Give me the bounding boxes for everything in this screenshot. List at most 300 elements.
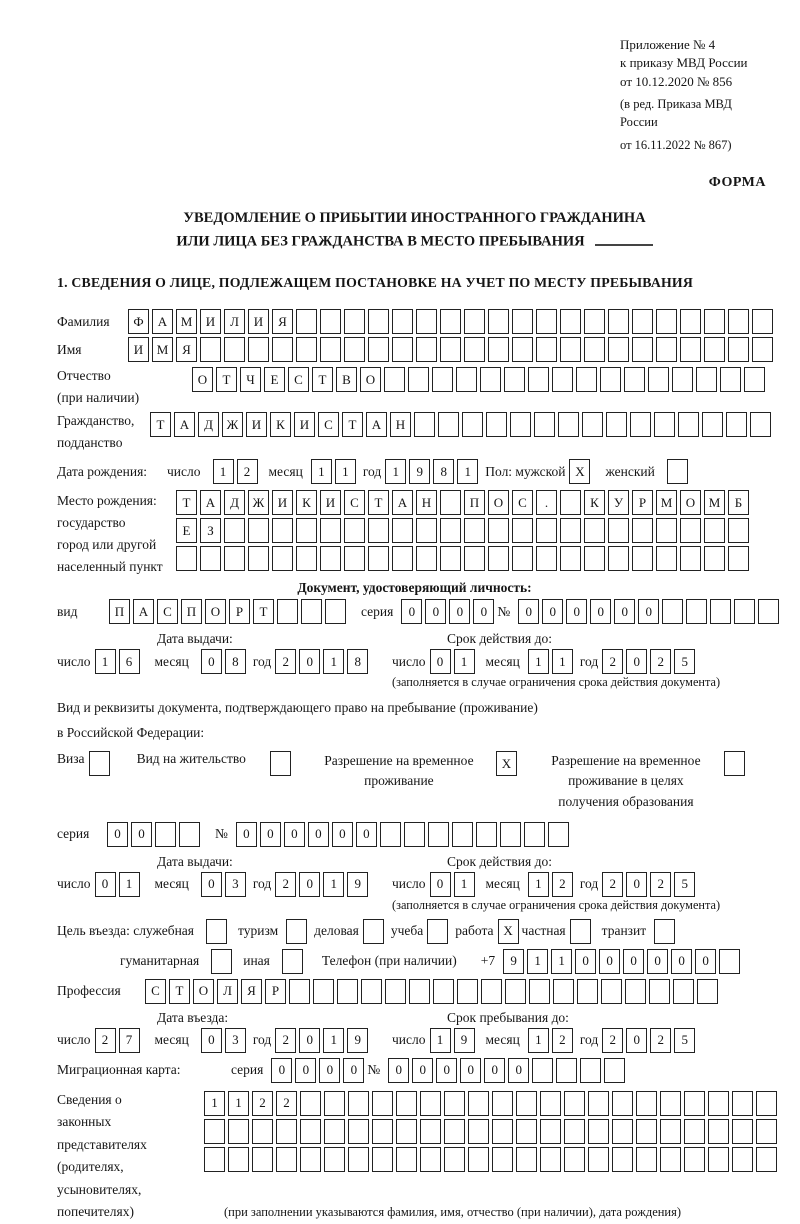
char-cell[interactable] <box>560 518 581 543</box>
char-cell[interactable]: 1 <box>95 649 116 674</box>
char-cell[interactable] <box>420 1091 441 1116</box>
char-cell[interactable] <box>372 1147 393 1172</box>
char-cell[interactable]: 2 <box>602 872 623 897</box>
char-cell[interactable] <box>344 518 365 543</box>
char-cell[interactable] <box>756 1119 777 1144</box>
char-cell[interactable] <box>396 1119 417 1144</box>
char-cell[interactable] <box>320 309 341 334</box>
char-cell[interactable]: Я <box>241 979 262 1004</box>
char-cell[interactable] <box>510 412 531 437</box>
char-cell[interactable] <box>457 979 478 1004</box>
char-cell[interactable] <box>176 546 197 571</box>
char-cell[interactable] <box>324 1147 345 1172</box>
char-cell[interactable]: 5 <box>674 649 695 674</box>
char-cell[interactable] <box>608 546 629 571</box>
char-cell[interactable]: С <box>288 367 309 392</box>
char-cell[interactable] <box>649 979 670 1004</box>
char-cell[interactable] <box>276 1119 297 1144</box>
char-cell[interactable]: X <box>498 919 519 944</box>
char-cell[interactable] <box>756 1147 777 1172</box>
char-cell[interactable]: К <box>270 412 291 437</box>
char-cell[interactable] <box>272 337 293 362</box>
char-cell[interactable]: Д <box>198 412 219 437</box>
char-cell[interactable] <box>625 979 646 1004</box>
char-cell[interactable] <box>601 979 622 1004</box>
char-cell[interactable] <box>368 546 389 571</box>
char-cell[interactable] <box>440 337 461 362</box>
char-cell[interactable] <box>697 979 718 1004</box>
char-cell[interactable]: 0 <box>542 599 563 624</box>
char-cell[interactable] <box>444 1091 465 1116</box>
char-cell[interactable]: 3 <box>225 1028 246 1053</box>
char-cell[interactable] <box>604 1058 625 1083</box>
char-cell[interactable]: П <box>109 599 130 624</box>
char-cell[interactable] <box>248 546 269 571</box>
char-cell[interactable]: 1 <box>430 1028 451 1053</box>
char-cell[interactable] <box>750 412 771 437</box>
char-cell[interactable] <box>524 822 545 847</box>
char-cell[interactable] <box>719 949 740 974</box>
char-cell[interactable]: П <box>464 490 485 515</box>
char-cell[interactable]: А <box>133 599 154 624</box>
char-cell[interactable]: 0 <box>95 872 116 897</box>
char-cell[interactable]: Я <box>272 309 293 334</box>
char-cell[interactable] <box>606 412 627 437</box>
char-cell[interactable]: Т <box>150 412 171 437</box>
char-cell[interactable]: И <box>246 412 267 437</box>
char-cell[interactable] <box>252 1119 273 1144</box>
char-cell[interactable]: Т <box>342 412 363 437</box>
char-cell[interactable] <box>337 979 358 1004</box>
char-cell[interactable] <box>272 518 293 543</box>
char-cell[interactable] <box>584 518 605 543</box>
char-cell[interactable] <box>468 1147 489 1172</box>
char-cell[interactable] <box>540 1147 561 1172</box>
char-cell[interactable]: А <box>174 412 195 437</box>
char-cell[interactable] <box>564 1147 585 1172</box>
char-cell[interactable] <box>672 367 693 392</box>
char-cell[interactable] <box>416 518 437 543</box>
char-cell[interactable] <box>392 309 413 334</box>
char-cell[interactable] <box>528 367 549 392</box>
char-cell[interactable] <box>632 337 653 362</box>
char-cell[interactable] <box>248 518 269 543</box>
char-cell[interactable] <box>656 309 677 334</box>
char-cell[interactable] <box>372 1119 393 1144</box>
char-cell[interactable]: Б <box>728 490 749 515</box>
char-cell[interactable] <box>564 1119 585 1144</box>
char-cell[interactable] <box>710 599 731 624</box>
char-cell[interactable]: С <box>512 490 533 515</box>
char-cell[interactable] <box>420 1147 441 1172</box>
char-cell[interactable] <box>414 412 435 437</box>
char-cell[interactable] <box>726 412 747 437</box>
char-cell[interactable]: Т <box>176 490 197 515</box>
char-cell[interactable] <box>612 1119 633 1144</box>
char-cell[interactable] <box>505 979 526 1004</box>
char-cell[interactable]: И <box>320 490 341 515</box>
char-cell[interactable] <box>570 919 591 944</box>
char-cell[interactable]: 0 <box>201 649 222 674</box>
char-cell[interactable]: 2 <box>252 1091 273 1116</box>
char-cell[interactable] <box>432 367 453 392</box>
char-cell[interactable] <box>536 546 557 571</box>
char-cell[interactable] <box>656 337 677 362</box>
char-cell[interactable] <box>155 822 176 847</box>
char-cell[interactable]: 0 <box>332 822 353 847</box>
char-cell[interactable] <box>89 751 110 776</box>
char-cell[interactable]: 0 <box>599 949 620 974</box>
char-cell[interactable]: А <box>152 309 173 334</box>
char-cell[interactable] <box>624 367 645 392</box>
char-cell[interactable]: 2 <box>602 1028 623 1053</box>
char-cell[interactable] <box>433 979 454 1004</box>
char-cell[interactable] <box>464 309 485 334</box>
char-cell[interactable] <box>608 337 629 362</box>
char-cell[interactable]: С <box>318 412 339 437</box>
char-cell[interactable] <box>600 367 621 392</box>
char-cell[interactable] <box>536 337 557 362</box>
char-cell[interactable]: 0 <box>295 1058 316 1083</box>
char-cell[interactable] <box>684 1119 705 1144</box>
char-cell[interactable]: 1 <box>454 649 475 674</box>
char-cell[interactable]: 1 <box>552 649 573 674</box>
char-cell[interactable] <box>686 599 707 624</box>
char-cell[interactable]: 0 <box>626 1028 647 1053</box>
char-cell[interactable]: 0 <box>430 872 451 897</box>
char-cell[interactable] <box>560 490 581 515</box>
char-cell[interactable] <box>516 1091 537 1116</box>
char-cell[interactable]: 2 <box>552 872 573 897</box>
char-cell[interactable]: З <box>200 518 221 543</box>
char-cell[interactable] <box>252 1147 273 1172</box>
char-cell[interactable] <box>420 1119 441 1144</box>
char-cell[interactable]: К <box>584 490 605 515</box>
char-cell[interactable] <box>179 822 200 847</box>
char-cell[interactable] <box>560 546 581 571</box>
char-cell[interactable]: Ж <box>248 490 269 515</box>
char-cell[interactable] <box>678 412 699 437</box>
char-cell[interactable]: 0 <box>623 949 644 974</box>
char-cell[interactable] <box>680 518 701 543</box>
char-cell[interactable] <box>248 337 269 362</box>
char-cell[interactable] <box>200 546 221 571</box>
char-cell[interactable] <box>512 546 533 571</box>
char-cell[interactable] <box>704 337 725 362</box>
char-cell[interactable] <box>416 546 437 571</box>
char-cell[interactable]: И <box>200 309 221 334</box>
char-cell[interactable] <box>632 546 653 571</box>
char-cell[interactable] <box>438 412 459 437</box>
char-cell[interactable]: Р <box>229 599 250 624</box>
char-cell[interactable]: М <box>152 337 173 362</box>
char-cell[interactable]: 0 <box>356 822 377 847</box>
char-cell[interactable] <box>344 546 365 571</box>
char-cell[interactable] <box>348 1119 369 1144</box>
char-cell[interactable] <box>368 518 389 543</box>
char-cell[interactable]: А <box>366 412 387 437</box>
char-cell[interactable] <box>464 518 485 543</box>
char-cell[interactable] <box>752 337 773 362</box>
char-cell[interactable]: Я <box>176 337 197 362</box>
char-cell[interactable] <box>392 546 413 571</box>
char-cell[interactable]: 6 <box>119 649 140 674</box>
char-cell[interactable] <box>468 1119 489 1144</box>
char-cell[interactable] <box>313 979 334 1004</box>
char-cell[interactable] <box>296 337 317 362</box>
char-cell[interactable]: Т <box>368 490 389 515</box>
char-cell[interactable] <box>224 518 245 543</box>
char-cell[interactable] <box>608 309 629 334</box>
char-cell[interactable]: 0 <box>508 1058 529 1083</box>
char-cell[interactable] <box>656 518 677 543</box>
char-cell[interactable]: 1 <box>385 459 406 484</box>
char-cell[interactable]: Д <box>224 490 245 515</box>
char-cell[interactable] <box>344 337 365 362</box>
char-cell[interactable]: О <box>488 490 509 515</box>
char-cell[interactable] <box>380 822 401 847</box>
char-cell[interactable] <box>584 309 605 334</box>
char-cell[interactable]: 1 <box>527 949 548 974</box>
char-cell[interactable] <box>452 822 473 847</box>
char-cell[interactable] <box>656 546 677 571</box>
char-cell[interactable] <box>744 367 765 392</box>
char-cell[interactable] <box>368 309 389 334</box>
char-cell[interactable] <box>536 518 557 543</box>
char-cell[interactable]: С <box>344 490 365 515</box>
char-cell[interactable] <box>612 1091 633 1116</box>
char-cell[interactable]: 0 <box>260 822 281 847</box>
char-cell[interactable]: 0 <box>299 649 320 674</box>
char-cell[interactable] <box>512 309 533 334</box>
char-cell[interactable]: 0 <box>430 649 451 674</box>
char-cell[interactable] <box>696 367 717 392</box>
char-cell[interactable] <box>348 1091 369 1116</box>
char-cell[interactable]: 8 <box>433 459 454 484</box>
char-cell[interactable] <box>560 309 581 334</box>
char-cell[interactable]: 5 <box>674 1028 695 1053</box>
char-cell[interactable] <box>480 367 501 392</box>
char-cell[interactable] <box>584 546 605 571</box>
char-cell[interactable]: 1 <box>528 649 549 674</box>
char-cell[interactable] <box>277 599 298 624</box>
char-cell[interactable] <box>492 1147 513 1172</box>
char-cell[interactable] <box>536 309 557 334</box>
char-cell[interactable] <box>204 1147 225 1172</box>
char-cell[interactable] <box>296 518 317 543</box>
char-cell[interactable] <box>704 546 725 571</box>
char-cell[interactable]: 1 <box>311 459 332 484</box>
char-cell[interactable] <box>728 518 749 543</box>
char-cell[interactable] <box>548 822 569 847</box>
char-cell[interactable] <box>440 309 461 334</box>
char-cell[interactable] <box>752 309 773 334</box>
char-cell[interactable]: 3 <box>225 872 246 897</box>
char-cell[interactable]: Е <box>176 518 197 543</box>
char-cell[interactable] <box>300 1119 321 1144</box>
char-cell[interactable] <box>553 979 574 1004</box>
char-cell[interactable] <box>488 309 509 334</box>
char-cell[interactable]: 7 <box>119 1028 140 1053</box>
char-cell[interactable] <box>492 1091 513 1116</box>
char-cell[interactable] <box>724 751 745 776</box>
char-cell[interactable]: 1 <box>323 1028 344 1053</box>
char-cell[interactable] <box>300 1091 321 1116</box>
char-cell[interactable] <box>440 518 461 543</box>
char-cell[interactable] <box>632 309 653 334</box>
char-cell[interactable] <box>320 518 341 543</box>
char-cell[interactable]: 2 <box>650 1028 671 1053</box>
char-cell[interactable]: М <box>176 309 197 334</box>
char-cell[interactable] <box>206 919 227 944</box>
char-cell[interactable] <box>444 1147 465 1172</box>
char-cell[interactable]: 1 <box>454 872 475 897</box>
char-cell[interactable] <box>636 1147 657 1172</box>
char-cell[interactable]: А <box>392 490 413 515</box>
char-cell[interactable] <box>324 1091 345 1116</box>
char-cell[interactable] <box>684 1091 705 1116</box>
char-cell[interactable] <box>481 979 502 1004</box>
char-cell[interactable] <box>204 1119 225 1144</box>
char-cell[interactable] <box>492 1119 513 1144</box>
char-cell[interactable] <box>270 751 291 776</box>
char-cell[interactable] <box>396 1147 417 1172</box>
char-cell[interactable] <box>728 309 749 334</box>
char-cell[interactable]: 0 <box>590 599 611 624</box>
char-cell[interactable]: 0 <box>299 872 320 897</box>
char-cell[interactable]: 0 <box>412 1058 433 1083</box>
char-cell[interactable] <box>630 412 651 437</box>
char-cell[interactable] <box>428 822 449 847</box>
char-cell[interactable] <box>372 1091 393 1116</box>
char-cell[interactable] <box>385 979 406 1004</box>
char-cell[interactable]: 0 <box>271 1058 292 1083</box>
char-cell[interactable] <box>456 367 477 392</box>
char-cell[interactable]: М <box>656 490 677 515</box>
char-cell[interactable]: 0 <box>436 1058 457 1083</box>
char-cell[interactable] <box>556 1058 577 1083</box>
char-cell[interactable]: 0 <box>566 599 587 624</box>
char-cell[interactable]: 0 <box>695 949 716 974</box>
char-cell[interactable] <box>540 1091 561 1116</box>
char-cell[interactable]: 0 <box>107 822 128 847</box>
char-cell[interactable] <box>632 518 653 543</box>
char-cell[interactable] <box>363 919 384 944</box>
char-cell[interactable] <box>588 1119 609 1144</box>
char-cell[interactable]: С <box>145 979 166 1004</box>
char-cell[interactable]: И <box>272 490 293 515</box>
char-cell[interactable]: И <box>128 337 149 362</box>
char-cell[interactable] <box>486 412 507 437</box>
char-cell[interactable]: 2 <box>552 1028 573 1053</box>
char-cell[interactable]: 1 <box>213 459 234 484</box>
char-cell[interactable]: И <box>294 412 315 437</box>
char-cell[interactable] <box>464 546 485 571</box>
char-cell[interactable]: П <box>181 599 202 624</box>
char-cell[interactable] <box>300 1147 321 1172</box>
char-cell[interactable]: Р <box>632 490 653 515</box>
char-cell[interactable] <box>552 367 573 392</box>
char-cell[interactable]: 0 <box>449 599 470 624</box>
char-cell[interactable]: 2 <box>276 1091 297 1116</box>
char-cell[interactable] <box>324 1119 345 1144</box>
char-cell[interactable] <box>728 337 749 362</box>
char-cell[interactable]: Н <box>416 490 437 515</box>
char-cell[interactable] <box>404 822 425 847</box>
char-cell[interactable]: 1 <box>528 1028 549 1053</box>
char-cell[interactable] <box>462 412 483 437</box>
char-cell[interactable] <box>416 309 437 334</box>
char-cell[interactable] <box>577 979 598 1004</box>
char-cell[interactable] <box>660 1147 681 1172</box>
char-cell[interactable] <box>512 518 533 543</box>
char-cell[interactable] <box>368 337 389 362</box>
char-cell[interactable] <box>654 412 675 437</box>
char-cell[interactable]: 0 <box>319 1058 340 1083</box>
char-cell[interactable]: 1 <box>323 649 344 674</box>
char-cell[interactable] <box>440 546 461 571</box>
char-cell[interactable]: 0 <box>131 822 152 847</box>
char-cell[interactable] <box>200 337 221 362</box>
char-cell[interactable] <box>529 979 550 1004</box>
char-cell[interactable] <box>756 1091 777 1116</box>
char-cell[interactable] <box>504 367 525 392</box>
char-cell[interactable] <box>344 309 365 334</box>
char-cell[interactable] <box>320 337 341 362</box>
char-cell[interactable] <box>734 599 755 624</box>
char-cell[interactable] <box>680 546 701 571</box>
char-cell[interactable]: 0 <box>201 1028 222 1053</box>
char-cell[interactable]: 9 <box>347 1028 368 1053</box>
char-cell[interactable] <box>564 1091 585 1116</box>
char-cell[interactable] <box>488 518 509 543</box>
char-cell[interactable]: 1 <box>528 872 549 897</box>
char-cell[interactable] <box>558 412 579 437</box>
char-cell[interactable] <box>708 1147 729 1172</box>
char-cell[interactable] <box>409 979 430 1004</box>
char-cell[interactable]: Е <box>264 367 285 392</box>
char-cell[interactable] <box>276 1147 297 1172</box>
char-cell[interactable]: 1 <box>323 872 344 897</box>
char-cell[interactable]: 0 <box>425 599 446 624</box>
char-cell[interactable]: 0 <box>473 599 494 624</box>
char-cell[interactable] <box>576 367 597 392</box>
char-cell[interactable] <box>464 337 485 362</box>
char-cell[interactable] <box>732 1091 753 1116</box>
char-cell[interactable] <box>608 518 629 543</box>
char-cell[interactable] <box>662 599 683 624</box>
char-cell[interactable]: 2 <box>275 872 296 897</box>
char-cell[interactable] <box>648 367 669 392</box>
char-cell[interactable] <box>680 309 701 334</box>
char-cell[interactable] <box>720 367 741 392</box>
char-cell[interactable]: О <box>193 979 214 1004</box>
char-cell[interactable] <box>476 822 497 847</box>
char-cell[interactable]: 1 <box>119 872 140 897</box>
char-cell[interactable]: Ч <box>240 367 261 392</box>
char-cell[interactable]: О <box>680 490 701 515</box>
char-cell[interactable] <box>301 599 322 624</box>
char-cell[interactable] <box>758 599 779 624</box>
char-cell[interactable] <box>296 546 317 571</box>
char-cell[interactable] <box>444 1119 465 1144</box>
char-cell[interactable] <box>540 1119 561 1144</box>
char-cell[interactable]: 0 <box>518 599 539 624</box>
char-cell[interactable]: 0 <box>299 1028 320 1053</box>
char-cell[interactable]: 2 <box>275 1028 296 1053</box>
char-cell[interactable] <box>612 1147 633 1172</box>
char-cell[interactable]: 9 <box>454 1028 475 1053</box>
